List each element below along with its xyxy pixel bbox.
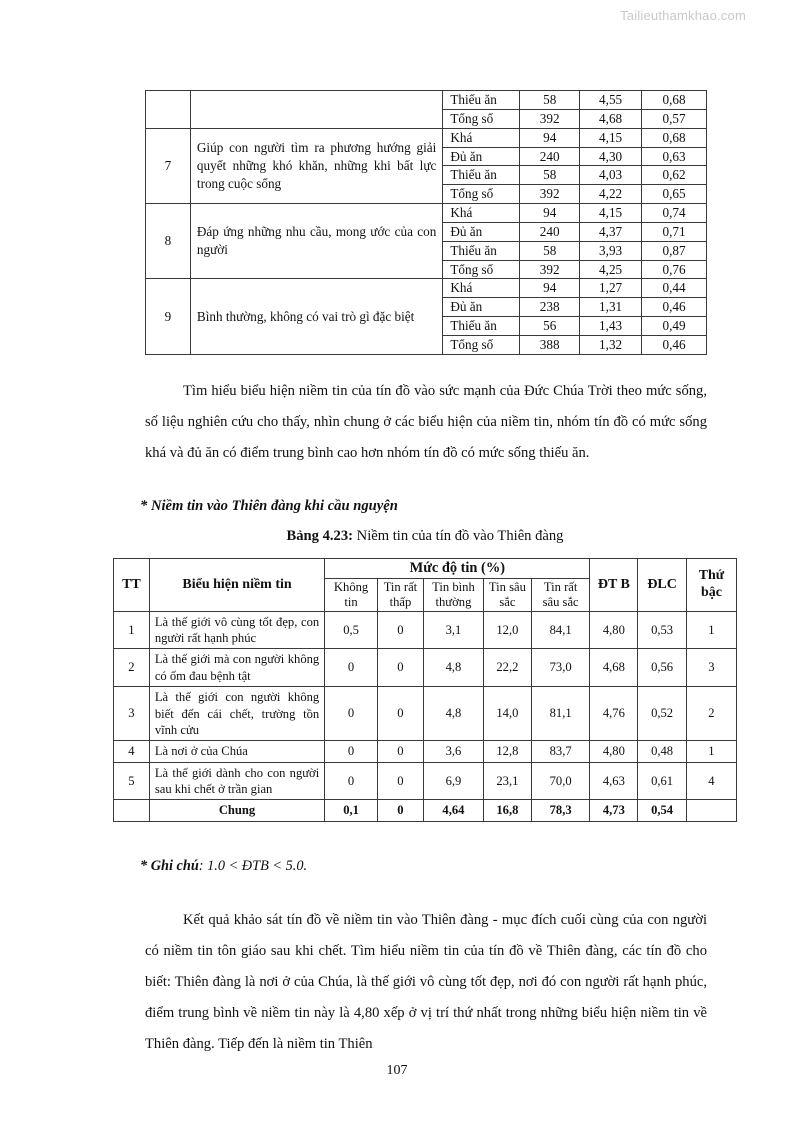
cell-description [190, 91, 442, 129]
paragraph-2: Kết quả khảo sát tín đồ về niềm tin vào Thiên đàng - mục đích cuối cùng của con người có niềm tin tôn giáo sau khi chết. Tìm hiểu niềm tin của tín đồ về Thiên đàng, các tín đồ cho biết: Thiên đàng là nơi ở của Chúa, là thế giới vô cùng tốt đẹp, nơi đó con người rất hạnh phúc, điểm trung bình về niềm tin này là 4,80 xếp ở vị trí thứ nhất trong những biểu hiện niềm tin về Thiên đàng. Tiếp đến là niềm tin Thiên [145, 912, 707, 1052]
cell-tin-sau-sac: 12,0 [483, 611, 531, 649]
cell-count: 94 [520, 279, 580, 298]
cell-description: Giúp con người tìm ra phương hướng giải quyết những khó khăn, những khi bất lực trong cuộc sống [190, 128, 442, 203]
cell-category: Tổng số [443, 335, 520, 354]
cell-sd: 0,62 [642, 166, 707, 185]
cell-tin-rat-thap: 0 [377, 800, 423, 821]
cell-count: 388 [520, 335, 580, 354]
cell-tin-rat-thap: 0 [377, 762, 423, 800]
header-tin-rat-thap: Tin rất thấp [377, 578, 423, 611]
cell-tt: 9 [146, 279, 191, 354]
header-thu-bac: Thứ bậc [686, 559, 736, 612]
cell-description: Bình thường, không có vai trò gì đặc biệt [190, 279, 442, 354]
cell-count: 240 [520, 222, 580, 241]
table-row [114, 741, 737, 762]
cell-category: Khá [443, 279, 520, 298]
table-row [114, 611, 737, 649]
cell-category: Tổng số [443, 260, 520, 279]
note-label: * Ghi chú [140, 858, 199, 874]
cell-tin-binh-thuong: 4,8 [423, 649, 483, 687]
cell-tt: 4 [114, 741, 150, 762]
cell-tin-sau-sac: 14,0 [483, 687, 531, 741]
cell-count: 392 [520, 185, 580, 204]
cell-thu-bac: 1 [686, 611, 736, 649]
cell-dlc: 0,48 [638, 741, 687, 762]
cell-count: 94 [520, 204, 580, 223]
cell-tin-binh-thuong: 4,64 [423, 800, 483, 821]
cell-category: Khá [443, 128, 520, 147]
cell-tt: 1 [114, 611, 150, 649]
cell-tin-binh-thuong: 6,9 [423, 762, 483, 800]
cell-tin-rat-thap: 0 [377, 687, 423, 741]
cell-sd: 0,46 [642, 298, 707, 317]
cell-count: 58 [520, 166, 580, 185]
cell-thu-bac: 2 [686, 687, 736, 741]
cell-category: Thiếu ăn [443, 166, 520, 185]
cell-sd: 0,68 [642, 91, 707, 110]
cell-description: Là thế giới con người không biết đến cái chết, trường tồn vĩnh cửu [149, 687, 324, 741]
cell-category: Đủ ăn [443, 147, 520, 166]
cell-tt [146, 91, 191, 129]
cell-khong-tin: 0 [325, 741, 378, 762]
cell-dtb: 4,68 [590, 649, 638, 687]
cell-sd: 0,74 [642, 204, 707, 223]
cell-sd: 0,63 [642, 147, 707, 166]
cell-sd: 0,65 [642, 185, 707, 204]
note-text: : 1.0 < ĐTB < 5.0. [198, 858, 308, 874]
cell-mean: 4,03 [580, 166, 642, 185]
cell-description: Đáp ứng những nhu cầu, mong ước của con người [190, 204, 442, 279]
cell-category: Thiếu ăn [443, 241, 520, 260]
table-row [146, 279, 707, 298]
cell-dlc: 0,54 [638, 800, 687, 821]
cell-tt: 2 [114, 649, 150, 687]
cell-mean: 4,37 [580, 222, 642, 241]
cell-khong-tin: 0 [325, 687, 378, 741]
cell-mean: 1,43 [580, 317, 642, 336]
cell-tin-binh-thuong: 3,1 [423, 611, 483, 649]
cell-count: 58 [520, 91, 580, 110]
cell-dlc: 0,52 [638, 687, 687, 741]
header-dtb: ĐT B [590, 559, 638, 612]
table-row [114, 649, 737, 687]
cell-mean: 4,15 [580, 128, 642, 147]
cell-sd: 0,44 [642, 279, 707, 298]
table-caption [113, 528, 737, 545]
table2-head [114, 559, 737, 612]
cell-thu-bac: 3 [686, 649, 736, 687]
cell-tin-rat-thap: 0 [377, 649, 423, 687]
cell-khong-tin: 0,1 [325, 800, 378, 821]
cell-tin-rat-sau-sac: 84,1 [531, 611, 590, 649]
header-muc-do-tin: Mức độ tin (%) [325, 559, 590, 579]
cell-thu-bac: 4 [686, 762, 736, 800]
cell-sd: 0,87 [642, 241, 707, 260]
cell-dtb: 4,76 [590, 687, 638, 741]
cell-sd: 0,76 [642, 260, 707, 279]
cell-thu-bac [686, 800, 736, 821]
cell-dtb: 4,80 [590, 741, 638, 762]
paragraph-1: Tìm hiểu biểu hiện niềm tin của tín đồ vào sức mạnh của Đức Chúa Trời theo mức sống, số liệu nghiên cứu cho thấy, nhìn chung ở các biểu hiện của niềm tin, nhóm tín đồ có mức sống khá và đủ ăn có điểm trung bình cao hơn nhóm tín đồ có mức sống thiếu ăn. [145, 383, 707, 461]
paragraph-block-2 [145, 905, 707, 1060]
cell-sd: 0,46 [642, 335, 707, 354]
cell-dlc: 0,53 [638, 611, 687, 649]
cell-category: Thiếu ăn [443, 91, 520, 110]
table-note [140, 858, 307, 875]
cell-mean: 1,31 [580, 298, 642, 317]
cell-tt: 3 [114, 687, 150, 741]
table2-body [114, 611, 737, 821]
cell-count: 392 [520, 109, 580, 128]
cell-mean: 4,22 [580, 185, 642, 204]
table-caption-label: Bảng 4.23: [286, 528, 353, 544]
cell-sd: 0,57 [642, 109, 707, 128]
cell-tin-rat-sau-sac: 78,3 [531, 800, 590, 821]
table-row [114, 687, 737, 741]
cell-description: Là thế giới dành cho con người sau khi chết ở trần gian [149, 762, 324, 800]
header-dlc: ĐLC [638, 559, 687, 612]
cell-tin-rat-sau-sac: 73,0 [531, 649, 590, 687]
cell-mean: 4,68 [580, 109, 642, 128]
site-watermark: Tailieuthamkhao.com [620, 8, 746, 23]
cell-tin-sau-sac: 12,8 [483, 741, 531, 762]
header-tin-binh-thuong: Tin bình thường [423, 578, 483, 611]
cell-tin-rat-sau-sac: 83,7 [531, 741, 590, 762]
table-row [146, 204, 707, 223]
page-number: 107 [386, 1063, 408, 1078]
cell-count: 392 [520, 260, 580, 279]
cell-khong-tin: 0,5 [325, 611, 378, 649]
cell-description: Chung [149, 800, 324, 821]
cell-tin-sau-sac: 16,8 [483, 800, 531, 821]
cell-description: Là thế giới mà con người không có ốm đau bệnh tật [149, 649, 324, 687]
cell-dtb: 4,80 [590, 611, 638, 649]
cell-mean: 4,30 [580, 147, 642, 166]
header-khong-tin: Không tin [325, 578, 378, 611]
cell-tin-binh-thuong: 4,8 [423, 687, 483, 741]
cell-khong-tin: 0 [325, 649, 378, 687]
cell-sd: 0,49 [642, 317, 707, 336]
cell-tin-sau-sac: 22,2 [483, 649, 531, 687]
table-row [146, 128, 707, 147]
table-row [146, 91, 707, 110]
header-tt: TT [114, 559, 150, 612]
cell-count: 240 [520, 147, 580, 166]
subheading-belief-heaven: * Niềm tin vào Thiên đàng khi cầu nguyện [140, 498, 398, 514]
cell-tt: 8 [146, 204, 191, 279]
cell-tin-rat-thap: 0 [377, 741, 423, 762]
cell-dtb: 4,73 [590, 800, 638, 821]
cell-category: Khá [443, 204, 520, 223]
cell-dlc: 0,61 [638, 762, 687, 800]
header-tin-rat-sau-sac: Tin rất sâu sắc [531, 578, 590, 611]
cell-category: Tổng số [443, 185, 520, 204]
table-summary-row [114, 800, 737, 821]
cell-mean: 3,93 [580, 241, 642, 260]
cell-tt: 5 [114, 762, 150, 800]
cell-count: 58 [520, 241, 580, 260]
header-tin-sau-sac: Tin sâu sắc [483, 578, 531, 611]
cell-mean: 4,55 [580, 91, 642, 110]
header-bieu-hien-niem-tin: Biểu hiện niềm tin [149, 559, 324, 612]
cell-count: 56 [520, 317, 580, 336]
cell-category: Thiếu ăn [443, 317, 520, 336]
table-belief-in-heaven [113, 558, 737, 822]
cell-thu-bac: 1 [686, 741, 736, 762]
cell-sd: 0,68 [642, 128, 707, 147]
table-roles-by-living-standard [145, 90, 707, 355]
cell-tin-rat-thap: 0 [377, 611, 423, 649]
cell-count: 94 [520, 128, 580, 147]
cell-mean: 4,15 [580, 204, 642, 223]
cell-mean: 4,25 [580, 260, 642, 279]
cell-count: 238 [520, 298, 580, 317]
table1-body [146, 91, 707, 355]
cell-category: Đủ ăn [443, 222, 520, 241]
cell-tin-binh-thuong: 3,6 [423, 741, 483, 762]
cell-tt [114, 800, 150, 821]
cell-description: Là thế giới vô cùng tốt đẹp, con người rất hạnh phúc [149, 611, 324, 649]
table-row [114, 762, 737, 800]
table2-header-row-1 [114, 559, 737, 579]
cell-tin-sau-sac: 23,1 [483, 762, 531, 800]
cell-category: Tổng số [443, 109, 520, 128]
cell-dlc: 0,56 [638, 649, 687, 687]
cell-tin-rat-sau-sac: 70,0 [531, 762, 590, 800]
cell-mean: 1,27 [580, 279, 642, 298]
cell-description: Là nơi ở của Chúa [149, 741, 324, 762]
table-caption-text: Niềm tin của tín đồ vào Thiên đàng [353, 528, 564, 544]
cell-sd: 0,71 [642, 222, 707, 241]
cell-tin-rat-sau-sac: 81,1 [531, 687, 590, 741]
paragraph-block-1 [145, 376, 707, 469]
cell-mean: 1,32 [580, 335, 642, 354]
cell-dtb: 4,63 [590, 762, 638, 800]
cell-category: Đủ ăn [443, 298, 520, 317]
cell-khong-tin: 0 [325, 762, 378, 800]
cell-tt: 7 [146, 128, 191, 203]
